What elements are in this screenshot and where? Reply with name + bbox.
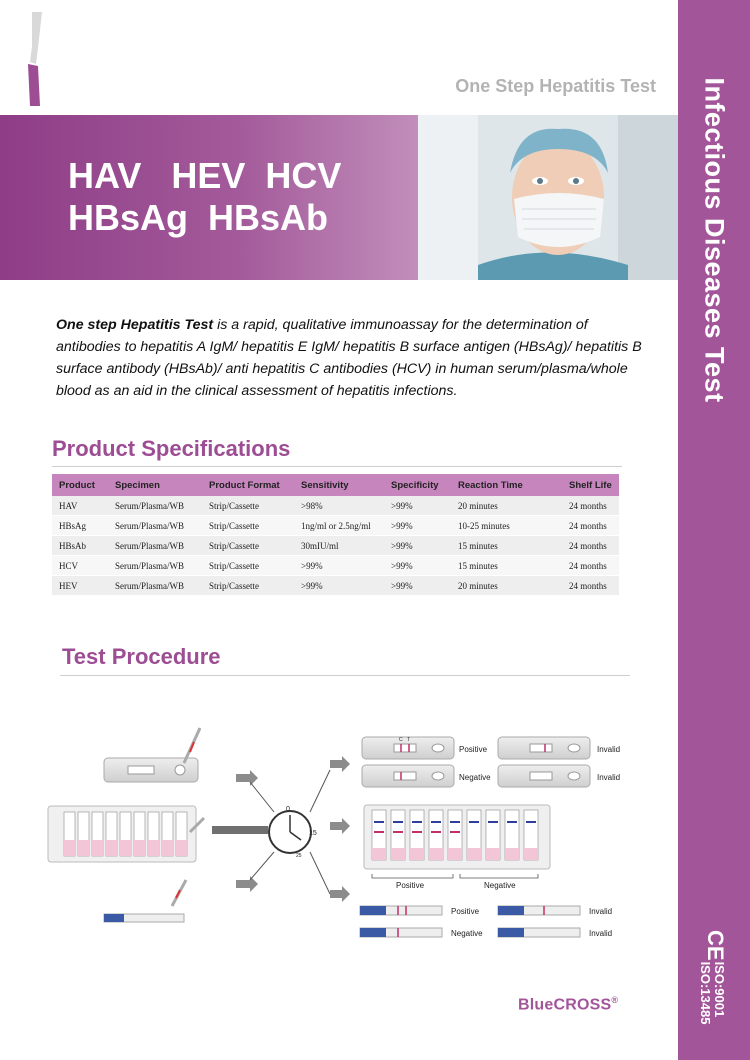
col-header-format: Product Format [202, 474, 294, 496]
brand-registered-mark: ® [611, 995, 619, 1005]
cassette-result-negative [362, 765, 491, 787]
cell-product: HAV [52, 496, 108, 516]
cell-sensitivity: 1ng/ml or 2.5ng/ml [294, 516, 384, 536]
cell-specimen: Serum/Plasma/WB [108, 556, 202, 576]
t-label: T [407, 737, 411, 743]
strip-sample-step [104, 880, 186, 922]
result-label-negative: Negative [459, 773, 491, 782]
cell-specimen: Serum/Plasma/WB [108, 536, 202, 556]
cell-specimen: Serum/Plasma/WB [108, 516, 202, 536]
arrow-icon [330, 818, 350, 834]
cell-specimen: Serum/Plasma/WB [108, 576, 202, 596]
product-specifications-heading: Product Specifications [52, 436, 291, 461]
cell-product: HCV [52, 556, 108, 576]
strip-result-invalid-1 [498, 906, 612, 916]
cassette-result-invalid-2 [498, 765, 620, 787]
arrow-bar [212, 826, 268, 834]
cassette-result-positive [362, 737, 488, 759]
arrow-icon [330, 886, 350, 902]
strip-label-positive: Positive [451, 907, 480, 916]
col-header-sensitivity: Sensitivity [294, 474, 384, 496]
multi-label-negative: Negative [484, 881, 516, 890]
cell-sensitivity: 30mIU/ml [294, 536, 384, 556]
result-label-invalid: Invalid [597, 745, 621, 754]
col-header-reaction-time: Reaction Time [451, 474, 562, 496]
col-header-specificity: Specificity [384, 474, 451, 496]
arrow-icon [236, 876, 258, 892]
cell-format: Strip/Cassette [202, 576, 294, 596]
cell-sensitivity: >99% [294, 576, 384, 596]
result-label-invalid: Invalid [597, 773, 621, 782]
sidebar-title: Infectious Diseases Test [699, 77, 730, 403]
cell-specimen: Serum/Plasma/WB [108, 496, 202, 516]
cell-shelf-life: 24 months [562, 496, 619, 516]
cassette-result-invalid-1 [498, 737, 620, 759]
cell-shelf-life: 24 months [562, 576, 619, 596]
cell-specificity: >99% [384, 516, 451, 536]
cell-format: Strip/Cassette [202, 556, 294, 576]
cell-reaction-time: 15 minutes [451, 536, 562, 556]
cell-reaction-time: 10-25 minutes [451, 516, 562, 536]
ce-mark: CE [703, 930, 728, 961]
cell-sensitivity: >98% [294, 496, 384, 516]
clock-label-25: 25 [296, 853, 302, 859]
clock-label-0: 0 [286, 806, 290, 813]
arrow-icon [236, 770, 258, 786]
cell-specificity: >99% [384, 556, 451, 576]
cell-sensitivity: >99% [294, 556, 384, 576]
strip-result-positive [360, 906, 480, 916]
strip-label-invalid: Invalid [589, 929, 613, 938]
cell-product: HBsAb [52, 536, 108, 556]
cell-reaction-time: 20 minutes [451, 576, 562, 596]
c-label: C [399, 737, 403, 743]
product-line-subtitle: One Step Hepatitis Test [455, 76, 656, 96]
banner-title-line-1: HAV HEV HCV [68, 155, 342, 196]
col-header-specimen: Specimen [108, 474, 202, 496]
cell-shelf-life: 24 months [562, 516, 619, 536]
iso-9001: ISO:9001 [712, 961, 727, 1018]
strip-result-negative [360, 928, 483, 938]
col-header-product: Product [52, 474, 108, 496]
multi-strip-results [364, 805, 550, 890]
cell-shelf-life: 24 months [562, 556, 619, 576]
cell-shelf-life: 24 months [562, 536, 619, 556]
banner-title-line-2: HBsAg HBsAb [68, 197, 329, 238]
clock-label-15: 15 [309, 830, 317, 837]
intro-body: is a rapid, qualitative immunoassay for the determination of antibodies to hepatitis A IgM/ hepatitis E IgM/ hepatitis B surface antigen (HBsAg)/ hepatitis B surface antibody (HBsAb)/ anti hepatitis C antibodies (HCV) in human serum/plasma/whole blood as an aid in the clinical assessment of hepatitis infections. [56, 317, 642, 399]
cell-product: HBsAg [52, 516, 108, 536]
cell-format: Strip/Cassette [202, 536, 294, 556]
cell-reaction-time: 20 minutes [451, 496, 562, 516]
test-procedure-heading: Test Procedure [62, 644, 221, 669]
cell-specificity: >99% [384, 536, 451, 556]
col-header-shelf-life: Shelf Life [562, 474, 619, 496]
cell-reaction-time: 15 minutes [451, 556, 562, 576]
cell-specificity: >99% [384, 576, 451, 596]
strip-result-invalid-2 [498, 928, 612, 938]
strip-label-negative: Negative [451, 929, 483, 938]
iso-13485: ISO:13485 [698, 961, 713, 1025]
multi-label-positive: Positive [396, 881, 425, 890]
result-label-positive: Positive [459, 745, 488, 754]
timer-clock-icon [269, 806, 317, 859]
cell-product: HEV [52, 576, 108, 596]
cell-format: Strip/Cassette [202, 496, 294, 516]
cell-specificity: >99% [384, 496, 451, 516]
strip-label-invalid: Invalid [589, 907, 613, 916]
cell-format: Strip/Cassette [202, 516, 294, 536]
multi-strip-card [48, 806, 204, 862]
iso-certifications [698, 962, 726, 1025]
intro-lead: One step Hepatitis Test [56, 317, 214, 333]
brand-name: BlueCROSS [518, 996, 612, 1014]
cassette-sample-step [104, 728, 200, 782]
arrow-icon [330, 756, 350, 772]
brand-logo [518, 995, 618, 1014]
